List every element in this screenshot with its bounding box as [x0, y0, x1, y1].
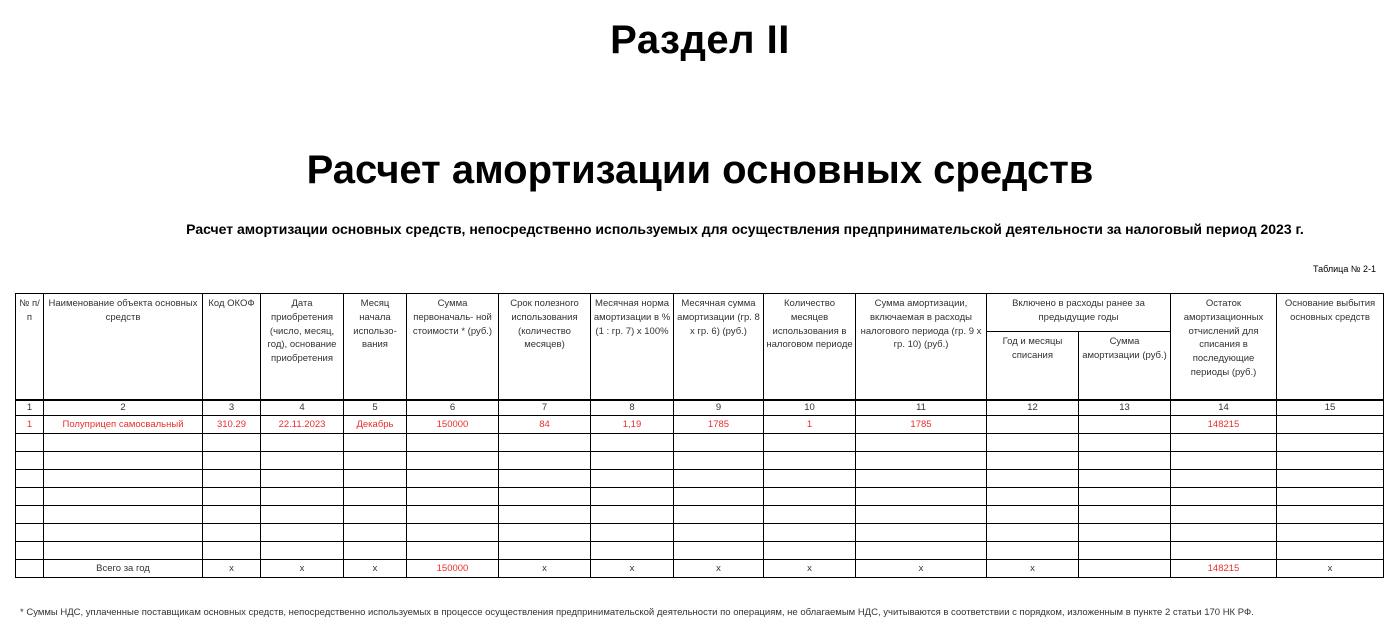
empty-cell[interactable]: [499, 452, 591, 470]
empty-cell[interactable]: [499, 434, 591, 452]
empty-cell[interactable]: [261, 488, 344, 506]
column-number: 12: [987, 400, 1079, 416]
empty-cell[interactable]: [764, 470, 856, 488]
empty-cell[interactable]: [44, 434, 203, 452]
empty-cell[interactable]: [764, 452, 856, 470]
empty-cell[interactable]: [591, 506, 674, 524]
empty-cell[interactable]: [407, 488, 499, 506]
header-disposal-basis: Основание выбытия основных средств: [1277, 294, 1384, 401]
empty-cell[interactable]: [1277, 542, 1384, 560]
empty-cell[interactable]: [1171, 542, 1277, 560]
table-row: [16, 524, 1384, 542]
empty-cell[interactable]: [203, 542, 261, 560]
empty-cell[interactable]: [344, 434, 407, 452]
empty-cell[interactable]: [856, 488, 987, 506]
footnote: * Суммы НДС, уплаченные поставщикам основных средств, непосредственно используемых в процессе осуществления предпринимательской деятельности по операциям, не облагаемым НДС, учитываются в соответствии с порядком, изложенным в пункте 2 статьи 170 НК РФ.: [20, 607, 1254, 618]
total-remainder-cell: 148215: [1171, 560, 1277, 578]
empty-cell[interactable]: [674, 524, 764, 542]
empty-cell[interactable]: [1079, 488, 1171, 506]
column-number: 5: [344, 400, 407, 416]
empty-cell[interactable]: [44, 452, 203, 470]
table-number-label: Таблица № 2-1: [1313, 264, 1376, 274]
empty-cell[interactable]: [344, 542, 407, 560]
empty-cell[interactable]: [344, 488, 407, 506]
empty-cell[interactable]: [16, 542, 44, 560]
header-row-number: № п/п: [16, 294, 44, 401]
empty-cell[interactable]: [1171, 434, 1277, 452]
empty-cell[interactable]: [987, 506, 1079, 524]
empty-cell[interactable]: [203, 452, 261, 470]
empty-cell[interactable]: [407, 470, 499, 488]
empty-cell[interactable]: [44, 488, 203, 506]
empty-cell[interactable]: [764, 542, 856, 560]
empty-cell[interactable]: [203, 506, 261, 524]
empty-cell[interactable]: [203, 488, 261, 506]
column-number: 7: [499, 400, 591, 416]
header-useful-life: Срок полезного использования (количество месяцев): [499, 294, 591, 401]
acquisition-date-cell[interactable]: 22.11.2023: [261, 416, 344, 434]
empty-cell: [1079, 560, 1171, 578]
months-used-cell[interactable]: 1: [764, 416, 856, 434]
table-row: [16, 416, 1384, 434]
monthly-rate-cell[interactable]: 1,19: [591, 416, 674, 434]
empty-cell[interactable]: [16, 488, 44, 506]
empty-cell[interactable]: [261, 470, 344, 488]
empty-cell[interactable]: [987, 434, 1079, 452]
empty-cell[interactable]: [591, 542, 674, 560]
empty-cell[interactable]: [344, 452, 407, 470]
empty-cell[interactable]: [1277, 452, 1384, 470]
total-write-off-period-cell: x: [987, 560, 1079, 578]
empty-cell[interactable]: [764, 434, 856, 452]
header-monthly-amount: Месячная сумма амортизации (гр. 8 x гр. 6) (руб.): [674, 294, 764, 401]
empty-cell[interactable]: [44, 506, 203, 524]
remainder-cell[interactable]: 148215: [1171, 416, 1277, 434]
empty-cell[interactable]: [44, 470, 203, 488]
header-monthly-rate: Месячная норма амортизации в % (1 : гр. 7) x 100%: [591, 294, 674, 401]
page-title: Расчет амортизации основных средств: [306, 148, 1094, 192]
monthly-amount-cell[interactable]: 1785: [674, 416, 764, 434]
disposal-basis-cell[interactable]: [1277, 416, 1384, 434]
empty-cell[interactable]: [344, 506, 407, 524]
empty-cell[interactable]: [1277, 470, 1384, 488]
total-period-depreciation-cell: x: [856, 560, 987, 578]
empty-cell[interactable]: [203, 470, 261, 488]
period-depreciation-cell[interactable]: 1785: [856, 416, 987, 434]
header-asset-name: Наименование объекта основных средств: [44, 294, 203, 401]
header-previous-years: Включено в расходы ранее за предыдущие годы: [987, 294, 1171, 332]
table-row: [16, 452, 1384, 470]
empty-cell[interactable]: [856, 470, 987, 488]
empty-cell: [16, 560, 44, 578]
empty-cell[interactable]: [674, 452, 764, 470]
empty-cell[interactable]: [344, 524, 407, 542]
total-initial-cost-cell: 150000: [407, 560, 499, 578]
total-monthly-cell: x: [674, 560, 764, 578]
column-number: 14: [1171, 400, 1277, 416]
empty-cell[interactable]: [987, 470, 1079, 488]
column-number: 4: [261, 400, 344, 416]
total-date-cell: x: [261, 560, 344, 578]
header-previous-amount: Сумма амортизации (руб.): [1079, 332, 1171, 401]
empty-cell[interactable]: [261, 452, 344, 470]
empty-cell[interactable]: [203, 434, 261, 452]
empty-cell[interactable]: [987, 542, 1079, 560]
empty-cell[interactable]: [764, 506, 856, 524]
empty-cell[interactable]: [987, 452, 1079, 470]
empty-cell[interactable]: [203, 524, 261, 542]
empty-cell[interactable]: [407, 506, 499, 524]
asset-name-cell[interactable]: Полуприцеп самосвальный: [44, 416, 203, 434]
table-row: [16, 488, 1384, 506]
column-numbers-row: [16, 400, 1384, 416]
write-off-period-cell[interactable]: [987, 416, 1079, 434]
header-months-used: Количество месяцев использования в налоговом периоде: [764, 294, 856, 401]
column-number: 13: [1079, 400, 1171, 416]
total-okof-cell: x: [203, 560, 261, 578]
empty-cell[interactable]: [856, 434, 987, 452]
empty-cell[interactable]: [344, 470, 407, 488]
empty-cell[interactable]: [16, 452, 44, 470]
empty-cell[interactable]: [261, 542, 344, 560]
depreciation-table: [15, 293, 1384, 578]
column-number: 8: [591, 400, 674, 416]
okof-cell[interactable]: 310.29: [203, 416, 261, 434]
total-disposal-cell: x: [1277, 560, 1384, 578]
column-number: 2: [44, 400, 203, 416]
column-number: 6: [407, 400, 499, 416]
table-subtitle: Расчет амортизации основных средств, непосредственно используемых для осуществления предпринимательской деятельности за налоговый период 2023 г.: [186, 221, 1304, 237]
empty-cell[interactable]: [1079, 506, 1171, 524]
empty-cell[interactable]: [674, 506, 764, 524]
column-number: 9: [674, 400, 764, 416]
empty-cell[interactable]: [674, 542, 764, 560]
start-month-cell[interactable]: Декабрь: [344, 416, 407, 434]
empty-cell[interactable]: [1171, 524, 1277, 542]
section-title: Раздел II: [610, 18, 790, 62]
empty-cell[interactable]: [674, 470, 764, 488]
empty-cell[interactable]: [856, 524, 987, 542]
empty-cell[interactable]: [987, 488, 1079, 506]
empty-cell[interactable]: [1277, 434, 1384, 452]
empty-cell[interactable]: [499, 470, 591, 488]
empty-cell[interactable]: [16, 524, 44, 542]
empty-cell[interactable]: [16, 506, 44, 524]
empty-cell[interactable]: [407, 542, 499, 560]
column-number: 1: [16, 400, 44, 416]
table-row: [16, 542, 1384, 560]
empty-cell[interactable]: [261, 524, 344, 542]
column-number: 10: [764, 400, 856, 416]
empty-cell[interactable]: [1171, 452, 1277, 470]
header-okof-code: Код ОКОФ: [203, 294, 261, 401]
previous-amount-cell[interactable]: [1079, 416, 1171, 434]
total-row: [16, 560, 1384, 578]
empty-cell[interactable]: [1171, 488, 1277, 506]
header-initial-cost: Сумма первоначаль- ной стоимости * (руб.): [407, 294, 499, 401]
empty-cell[interactable]: [674, 488, 764, 506]
header-start-month: Месяц начала использо- вания: [344, 294, 407, 401]
empty-cell[interactable]: [1277, 506, 1384, 524]
empty-cell[interactable]: [1277, 524, 1384, 542]
row-number-cell[interactable]: 1: [16, 416, 44, 434]
useful-life-cell[interactable]: 84: [499, 416, 591, 434]
empty-cell[interactable]: [591, 488, 674, 506]
empty-cell[interactable]: [987, 524, 1079, 542]
empty-cell[interactable]: [499, 524, 591, 542]
column-number: 15: [1277, 400, 1384, 416]
empty-cell[interactable]: [261, 434, 344, 452]
total-label: Всего за год: [44, 560, 203, 578]
total-months-cell: x: [764, 560, 856, 578]
header-write-off-period: Год и месяцы списания: [987, 332, 1079, 401]
empty-cell[interactable]: [499, 488, 591, 506]
empty-cell[interactable]: [1171, 506, 1277, 524]
empty-cell[interactable]: [674, 434, 764, 452]
table-row: [16, 506, 1384, 524]
empty-cell[interactable]: [1079, 452, 1171, 470]
empty-cell[interactable]: [591, 470, 674, 488]
empty-cell[interactable]: [1277, 488, 1384, 506]
header-acquisition-date: Дата приобретения (число, месяц, год), основание приобретения: [261, 294, 344, 401]
empty-cell[interactable]: [764, 488, 856, 506]
empty-cell[interactable]: [591, 434, 674, 452]
empty-cell[interactable]: [16, 434, 44, 452]
empty-cell[interactable]: [407, 434, 499, 452]
table-row: [16, 470, 1384, 488]
empty-cell[interactable]: [1171, 470, 1277, 488]
header-remainder: Остаток амортизационных отчислений для списания в последующие периоды (руб.): [1171, 294, 1277, 401]
empty-cell[interactable]: [44, 524, 203, 542]
empty-cell[interactable]: [591, 452, 674, 470]
total-term-cell: x: [499, 560, 591, 578]
empty-cell[interactable]: [499, 542, 591, 560]
empty-cell[interactable]: [856, 506, 987, 524]
table-row: [16, 434, 1384, 452]
empty-cell[interactable]: [1079, 434, 1171, 452]
empty-cell[interactable]: [591, 524, 674, 542]
total-rate-cell: x: [591, 560, 674, 578]
empty-cell[interactable]: [1079, 470, 1171, 488]
empty-cell[interactable]: [856, 542, 987, 560]
empty-cell[interactable]: [261, 506, 344, 524]
empty-cell[interactable]: [407, 452, 499, 470]
empty-cell[interactable]: [1079, 524, 1171, 542]
total-month-cell: x: [344, 560, 407, 578]
empty-cell[interactable]: [764, 524, 856, 542]
initial-cost-cell[interactable]: 150000: [407, 416, 499, 434]
empty-cell[interactable]: [16, 470, 44, 488]
column-number: 11: [856, 400, 987, 416]
empty-cell[interactable]: [499, 506, 591, 524]
empty-cell[interactable]: [44, 542, 203, 560]
empty-cell[interactable]: [407, 524, 499, 542]
empty-cell[interactable]: [856, 452, 987, 470]
header-period-depreciation: Сумма амортизации, включаемая в расходы налогового периода (гр. 9 x гр. 10) (руб.): [856, 294, 987, 401]
column-number: 3: [203, 400, 261, 416]
empty-cell[interactable]: [1079, 542, 1171, 560]
